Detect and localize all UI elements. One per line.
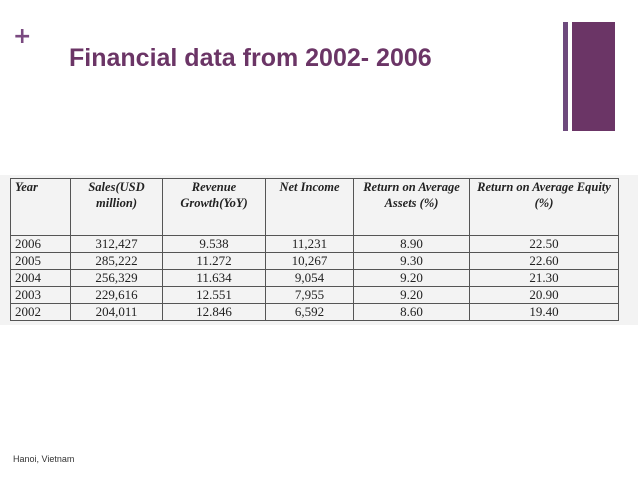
table-header-row: [11, 179, 619, 236]
cell-sales: 229,616: [71, 287, 163, 304]
cell-roaa: 9.20: [354, 270, 470, 287]
cell-net-income: 11,231: [266, 236, 354, 253]
cell-roae: 22.50: [470, 236, 619, 253]
table-image-area: [0, 175, 638, 325]
cell-net-income: 7,955: [266, 287, 354, 304]
cell-sales: 312,427: [71, 236, 163, 253]
cell-net-income: 6,592: [266, 304, 354, 321]
cell-roaa: 9.20: [354, 287, 470, 304]
slide-title: Financial data from 2002- 2006: [69, 44, 432, 72]
footer-location: Hanoi, Vietnam: [13, 454, 75, 464]
cell-roaa: 9.30: [354, 253, 470, 270]
cell-year: 2006: [11, 236, 71, 253]
cell-revenue-growth: 12.551: [163, 287, 266, 304]
header-net-income: Net Income: [266, 179, 354, 236]
table-row: [11, 253, 619, 270]
cell-revenue-growth: 11.634: [163, 270, 266, 287]
cell-revenue-growth: 12.846: [163, 304, 266, 321]
cell-year: 2002: [11, 304, 71, 321]
table-row: [11, 236, 619, 253]
cell-net-income: 9,054: [266, 270, 354, 287]
header-roae: Return on Average Equity (%): [470, 179, 619, 236]
cell-revenue-growth: 9.538: [163, 236, 266, 253]
cell-roae: 21.30: [470, 270, 619, 287]
cell-year: 2005: [11, 253, 71, 270]
cell-roae: 22.60: [470, 253, 619, 270]
cell-sales: 204,011: [71, 304, 163, 321]
cell-sales: 256,329: [71, 270, 163, 287]
table-row: [11, 304, 619, 321]
cell-roae: 20.90: [470, 287, 619, 304]
cell-net-income: 10,267: [266, 253, 354, 270]
header-sales: Sales(USD million): [71, 179, 163, 236]
cell-roaa: 8.60: [354, 304, 470, 321]
decorative-bar-thick: [572, 22, 615, 131]
header-revenue-growth: Revenue Growth(YoY): [163, 179, 266, 236]
cell-year: 2004: [11, 270, 71, 287]
cell-roae: 19.40: [470, 304, 619, 321]
decorative-bar-thin: [563, 22, 568, 131]
cell-year: 2003: [11, 287, 71, 304]
header-year: Year: [11, 179, 71, 236]
table-row: [11, 270, 619, 287]
cell-sales: 285,222: [71, 253, 163, 270]
table-row: [11, 287, 619, 304]
cell-revenue-growth: 11.272: [163, 253, 266, 270]
financial-table: [10, 178, 619, 321]
cell-roaa: 8.90: [354, 236, 470, 253]
header-roaa: Return on Average Assets (%): [354, 179, 470, 236]
plus-icon: +: [13, 24, 32, 49]
